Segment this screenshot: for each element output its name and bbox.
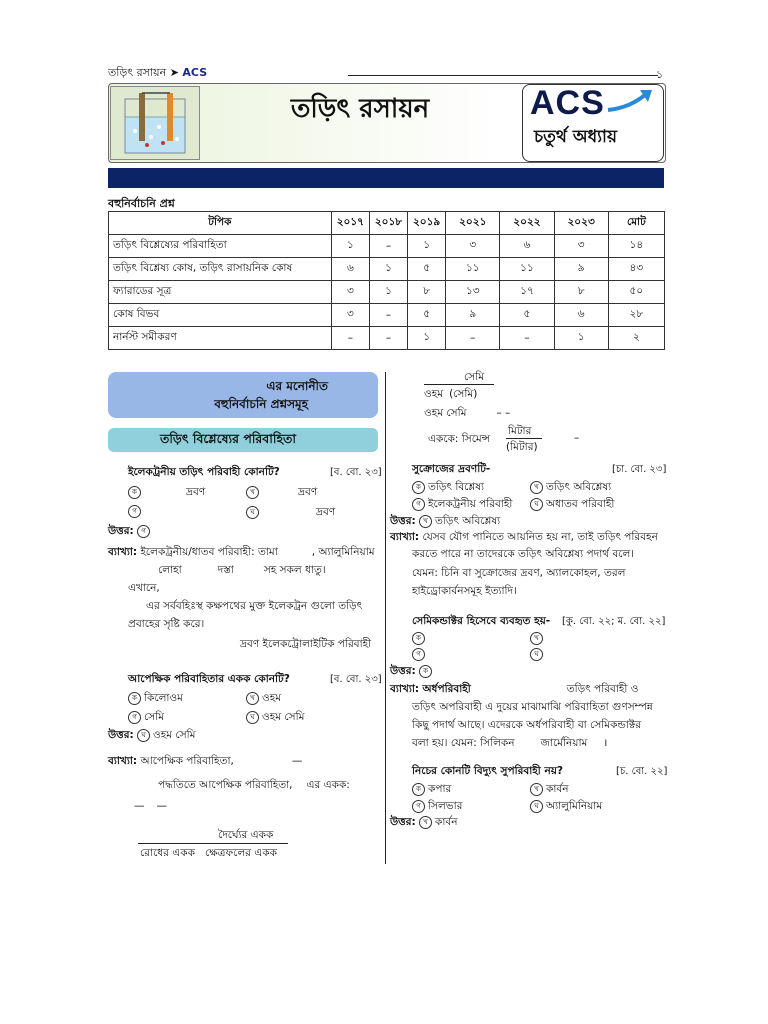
table-cell: – [369, 235, 407, 258]
table-cell: ১ [369, 258, 407, 281]
unit-bar [506, 438, 542, 439]
formula-bar [424, 384, 494, 385]
question-4-source: [কু. বো. ২২; ম. বো. ২২] [562, 616, 666, 627]
explanation-4-line-2: তড়িৎ অপরিবাহী এ দুয়ের মাঝামাঝি পরিবাহিতা গুণসম্পন্ন [412, 701, 653, 713]
fraction-numerator: দৈর্ঘ্যের একক [218, 829, 274, 841]
explanation-4-line-3: কিছু পদার্থ আছে। এদেরকে অর্ধপরিবাহী বা সেমিকন্ডাক্টর [412, 719, 641, 731]
answer-4: উত্তর: ক [390, 664, 435, 681]
table-cell: ২ [608, 327, 664, 350]
option-k [412, 632, 428, 645]
question-5: নিচের কোনটি বিদ্যুৎ সুপরিবাহী নয়? [412, 765, 564, 777]
table-cell: – [369, 304, 407, 327]
year-topic-table [108, 211, 665, 350]
table-cell: ১ [408, 327, 446, 350]
option-gh [530, 648, 546, 661]
option-g: গ সেমি [128, 710, 164, 727]
table-header: ২০১৭ [331, 212, 369, 235]
explanation-1-line-1: ব্যাখ্যা: ইলেকট্রনীয়/ধাতব পরিবাহী: তামা , অ্যালুমিনিয়াম [108, 546, 375, 558]
question-1: ইলেকট্রনীয় তড়িৎ পরিবাহী কোনটি? [128, 466, 280, 478]
option-kh [530, 632, 546, 645]
page-number: ১ [656, 68, 664, 81]
option-letter: ক [412, 632, 425, 645]
option-letter: গ [412, 800, 425, 813]
table-cell: ৫ [408, 304, 446, 327]
question-4: সেমিকন্ডাক্টর হিসেবে ব্যবহৃত হয়- [412, 615, 551, 627]
table-cell: – [369, 327, 407, 350]
table-cell: – [446, 327, 500, 350]
explanation-1-line-5: প্রবাহের সৃষ্টি করে। [128, 618, 205, 630]
explanation-3-line-4: হাইড্রোকার্বনসমূহ ইত্যাদি। [412, 585, 517, 597]
table-cell: তড়িৎ বিশ্লেষ্য কোষ, তড়িৎ রাসায়নিক কোষ [109, 258, 332, 281]
question-5-source: [চ. বো. ২২] [616, 766, 668, 777]
option-letter: ক [412, 481, 425, 494]
option-letter: খ [530, 783, 543, 796]
chapter-number: চতুর্থ অধ্যায় [534, 127, 617, 147]
table-cell: ৬ [500, 235, 554, 258]
option-kh: খ দ্রবণ [246, 485, 317, 502]
table-cell: ৯ [554, 258, 608, 281]
table-cell: তড়িৎ বিশ্লেষ্যের পরিবাহিতা [109, 235, 332, 258]
table-cell: ৫ [500, 304, 554, 327]
table-cell: ১ [554, 327, 608, 350]
table-cell: ২৮ [608, 304, 664, 327]
option-gh: ঘ অ্যালুমিনিয়াম [530, 799, 602, 816]
option-letter: ক [128, 486, 141, 499]
option-letter: ক [412, 783, 425, 796]
question-2-source: [ব. বো. ২৩] [330, 674, 382, 685]
table-cell: নার্নস্ট সমীকরণ [109, 327, 332, 350]
explanation-2-line-2: পদ্ধতিতে আপেক্ষিক পরিবাহিতা, এর একক: [158, 779, 350, 791]
option-g: গ ইলেকট্রনীয় পরিবাহী [412, 497, 512, 514]
unit-denominator: (মিটার) [506, 441, 538, 453]
option-k: ক কিলোওম [128, 691, 183, 708]
table-header: ২০১৯ [408, 212, 446, 235]
table-row [109, 327, 665, 350]
question-2: আপেক্ষিক পরিবাহিতার একক কোনটি? [128, 673, 290, 685]
crumb-logo: ACS [182, 66, 208, 79]
table-cell: ৮ [554, 281, 608, 304]
option-letter: গ [412, 498, 425, 511]
option-k: ক তড়িৎ বিশ্লেষ্য [412, 480, 484, 497]
table-cell: ৯ [446, 304, 500, 327]
running-header [108, 64, 207, 83]
chapter-crumb: তড়িৎ রসায়ন [108, 66, 167, 79]
option-letter: খ [246, 486, 259, 499]
table-row [109, 258, 665, 281]
table-cell: ১৪ [608, 235, 664, 258]
option-letter: ঘ [530, 800, 543, 813]
table-header: ২০২১ [446, 212, 500, 235]
option-kh: খ কার্বন [530, 782, 569, 799]
option-gh: ঘ অধাতব পরিবাহী [530, 497, 614, 514]
unit-label: এককে: সিমেন্স [428, 433, 491, 445]
table-cell: – [500, 327, 554, 350]
unit-dash: – [574, 432, 580, 444]
table-cell: ৬ [554, 304, 608, 327]
table-cell: ৪৩ [608, 258, 664, 281]
table-cell: ফ্যারাডের সূত্র [109, 281, 332, 304]
table-cell: ৮ [408, 281, 446, 304]
topic-heading-title: তড়িৎ বিশ্লেষ্যের পরিবাহিতা [159, 431, 297, 446]
table-cell: ১১ [446, 258, 500, 281]
table-header: ২০১৮ [369, 212, 407, 235]
header-rule [348, 75, 658, 76]
explanation-3-line-2: করতে পারে না তাদেরকে তড়িৎ অবিশ্লেষ্য পদার্থ বলে। [412, 548, 635, 560]
option-letter: ঘ [530, 498, 543, 511]
explanation-2-line-3: — — [134, 800, 167, 812]
option-letter: ঘ [530, 648, 543, 661]
banner-line-2: বহুনির্বাচনি প্রশ্নসমূহ [214, 397, 308, 411]
acs-logo: ACS [530, 84, 605, 122]
column-divider [385, 372, 386, 864]
option-letter: গ [128, 711, 141, 724]
table-header: মোট [608, 212, 664, 235]
section-bar [108, 168, 664, 188]
option-letter: ঘ [246, 506, 259, 519]
option-k: ক কপার [412, 782, 451, 799]
arrow-right-icon: ➤ [169, 66, 179, 79]
table-cell: ৫ [408, 258, 446, 281]
option-g [128, 505, 144, 518]
explanation-4-line-1: ব্যাখ্যা: অর্ধপরিবাহী তড়িৎ পরিবাহী ও [390, 683, 639, 695]
option-g [412, 648, 428, 661]
table-cell: ১ [408, 235, 446, 258]
formula-line-2: ওহম সেমি – – [424, 407, 511, 419]
option-gh: ঘ ওহম সেমি [246, 710, 304, 727]
section-label: বহুনির্বাচনি প্রশ্ন [108, 197, 175, 210]
table-cell: ৩ [446, 235, 500, 258]
answer-5: উত্তর: খ কার্বন [390, 816, 458, 828]
option-letter: খ [246, 692, 259, 705]
arrow-up-right-icon [606, 88, 654, 117]
question-3-source: [চা. বো. ২৩] [612, 464, 667, 475]
table-cell: ১৭ [500, 281, 554, 304]
option-letter: ক [128, 692, 141, 705]
question-1-source: [ব. বো. ২৩] [330, 467, 382, 478]
table-cell: ১১ [500, 258, 554, 281]
fraction-bar [138, 843, 288, 844]
explanation-1-line-4: এর সর্ববহিঃস্থ কক্ষপথের মুক্ত ইলেকট্রন গুলো তড়িৎ [146, 600, 363, 612]
explanation-3-line-3: যেমন: চিনি বা সুক্রোজের দ্রবণ, অ্যালকোহল, তরল [412, 567, 626, 579]
table-row [109, 235, 665, 258]
table-cell: ১ [369, 281, 407, 304]
table-cell: ৬ [331, 258, 369, 281]
option-g: গ সিলভার [412, 799, 462, 816]
answer-3: উত্তর: খ তড়িৎ অবিশ্লেষ্য [390, 515, 501, 527]
table-cell: ৩ [331, 304, 369, 327]
table-row [109, 281, 665, 304]
explanation-1-line-6: দ্রবণ ইলেকট্রোলাইটিক পরিবাহী [240, 638, 372, 650]
answer-2: উত্তর: ঘ ওহম সেমি [108, 729, 196, 741]
table-header: ২০২৩ [554, 212, 608, 235]
explanation-4-line-4: বলা হয়। যেমন: সিলিকন জার্মেনিয়াম । [412, 737, 608, 749]
explanation-1-line-2: লোহা দস্তা সহ সকল ধাতু। [158, 564, 326, 576]
formula-denominator: ওহম (সেমি) [424, 388, 478, 400]
option-letter: গ [412, 648, 425, 661]
explanation-3-line-1: ব্যাখ্যা: যেসব যৌগ পানিতে আয়নিত হয় না, তাই তড়িৎ পরিবহন [390, 531, 658, 543]
formula-numerator: সেমি [464, 371, 485, 383]
table-header-row [109, 212, 665, 235]
table-cell: ৩ [331, 281, 369, 304]
table-cell: কোষ বিভব [109, 304, 332, 327]
chapter-title: তড়িৎ রসায়ন [290, 94, 430, 124]
table-cell: ১ [331, 235, 369, 258]
table-cell: – [331, 327, 369, 350]
answer-1: উত্তর: গ [108, 524, 153, 541]
option-gh: ঘ দ্রবণ [246, 505, 335, 522]
option-letter: গ [128, 505, 141, 518]
unit-numerator: মিটার [508, 425, 532, 437]
table-header: টপিক [109, 212, 332, 235]
explanation-2-line-1: ব্যাখ্যা: আপেক্ষিক পরিবাহিতা, — [108, 755, 303, 767]
option-letter: ঘ [246, 711, 259, 724]
electrolysis-beaker-icon [110, 86, 200, 160]
option-kh: খ তড়িৎ অবিশ্লেষ্য [530, 480, 611, 497]
table-cell: ৫০ [608, 281, 664, 304]
option-letter: খ [530, 481, 543, 494]
banner-line-1: এর মনোনীত [266, 379, 328, 393]
table-cell: ৩ [554, 235, 608, 258]
option-k: ক দ্রবণ [128, 485, 205, 502]
fraction-denominator: রোধের একক ক্ষেত্রফলের একক [140, 847, 277, 859]
question-3: সুক্রোজের দ্রবণটি- [412, 463, 491, 475]
table-header: ২০২২ [500, 212, 554, 235]
table-cell: ১৩ [446, 281, 500, 304]
explanation-1-line-3: এখানে, [128, 582, 160, 594]
option-kh: খ ওহম [246, 691, 281, 708]
table-row [109, 304, 665, 327]
option-letter: খ [530, 632, 543, 645]
